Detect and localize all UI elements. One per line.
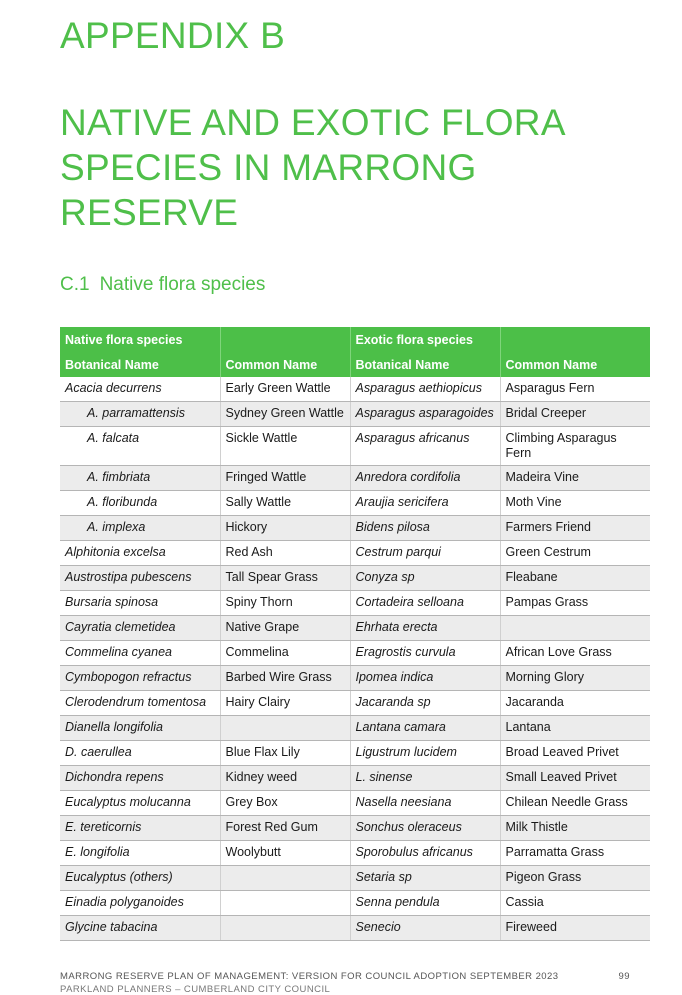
cell-native-common: Commelina [220, 641, 350, 666]
column-header-exotic-botanical: Botanical Name [350, 352, 500, 377]
title-line-3: RESERVE [60, 192, 239, 233]
group-header-native: Native flora species [60, 327, 220, 352]
cell-native-botanical: E. longifolia [60, 841, 220, 866]
cell-exotic-botanical: Araujia sericifera [350, 491, 500, 516]
cell-native-common: Spiny Thorn [220, 591, 350, 616]
cell-native-common: Hairy Clairy [220, 691, 350, 716]
cell-native-botanical: Eucalyptus molucanna [60, 791, 220, 816]
table-row [60, 766, 650, 791]
cell-exotic-common: African Love Grass [500, 641, 650, 666]
page-number: 99 [618, 971, 630, 982]
cell-exotic-common: Broad Leaved Privet [500, 741, 650, 766]
table-row [60, 716, 650, 741]
table-row [60, 516, 650, 541]
section-heading [60, 273, 265, 297]
cell-native-botanical: Alphitonia excelsa [60, 541, 220, 566]
cell-exotic-common: Fleabane [500, 566, 650, 591]
cell-native-common: Tall Spear Grass [220, 566, 350, 591]
cell-exotic-common: Madeira Vine [500, 466, 650, 491]
cell-exotic-common [500, 616, 650, 641]
cell-exotic-botanical: Ligustrum lucidem [350, 741, 500, 766]
cell-exotic-botanical: Bidens pilosa [350, 516, 500, 541]
cell-exotic-common: Cassia [500, 891, 650, 916]
cell-native-botanical: Cymbopogon refractus [60, 666, 220, 691]
cell-native-botanical: D. caerullea [60, 741, 220, 766]
group-header-exotic: Exotic flora species [350, 327, 500, 352]
cell-native-botanical: Einadia polyganoides [60, 891, 220, 916]
flora-species-table [60, 327, 650, 941]
cell-native-botanical: Clerodendrum tomentosa [60, 691, 220, 716]
cell-exotic-common: Asparagus Fern [500, 377, 650, 402]
cell-exotic-common: Bridal Creeper [500, 402, 650, 427]
cell-exotic-common: Moth Vine [500, 491, 650, 516]
cell-native-common: Grey Box [220, 791, 350, 816]
document-title [60, 100, 566, 235]
cell-native-botanical: E. tereticornis [60, 816, 220, 841]
table-row [60, 841, 650, 866]
section-title: Native flora species [99, 274, 266, 295]
cell-exotic-botanical: Anredora cordifolia [350, 466, 500, 491]
table-column-header-row [60, 352, 650, 377]
footer-text: MARRONG RESERVE PLAN OF MANAGEMENT: VERSION FOR COUNCIL ADOPTION SEPTEMBER 2023 [60, 971, 559, 982]
cell-native-common: Early Green Wattle [220, 377, 350, 402]
column-header-native-botanical: Botanical Name [60, 352, 220, 377]
cell-native-common: Sydney Green Wattle [220, 402, 350, 427]
cell-native-botanical: A. fimbriata [60, 466, 220, 491]
column-header-native-common: Common Name [220, 352, 350, 377]
cell-exotic-botanical: Cortadeira selloana [350, 591, 500, 616]
table-row [60, 666, 650, 691]
cell-exotic-botanical: Senecio [350, 916, 500, 941]
cell-native-botanical: A. implexa [60, 516, 220, 541]
cell-native-common [220, 716, 350, 741]
table-row [60, 466, 650, 491]
cell-native-common: Red Ash [220, 541, 350, 566]
cell-exotic-common: Morning Glory [500, 666, 650, 691]
cell-native-botanical: Acacia decurrens [60, 377, 220, 402]
cell-native-common: Forest Red Gum [220, 816, 350, 841]
footer-second-line: PARKLAND PLANNERS – CUMBERLAND CITY COUNCIL [60, 984, 331, 995]
cell-exotic-common: Jacaranda [500, 691, 650, 716]
cell-native-common: Hickory [220, 516, 350, 541]
cell-exotic-botanical: Jacaranda sp [350, 691, 500, 716]
group-header-blank [220, 327, 350, 352]
cell-exotic-botanical: L. sinense [350, 766, 500, 791]
cell-native-common [220, 916, 350, 941]
cell-exotic-botanical: Ipomea indica [350, 666, 500, 691]
table-row [60, 402, 650, 427]
cell-exotic-common: Small Leaved Privet [500, 766, 650, 791]
cell-exotic-botanical: Setaria sp [350, 866, 500, 891]
cell-exotic-common: Lantana [500, 716, 650, 741]
table-row [60, 641, 650, 666]
cell-native-botanical: A. parramattensis [60, 402, 220, 427]
cell-native-botanical: Eucalyptus (others) [60, 866, 220, 891]
cell-exotic-botanical: Conyza sp [350, 566, 500, 591]
cell-native-botanical: A. falcata [60, 427, 220, 466]
cell-exotic-common: Pigeon Grass [500, 866, 650, 891]
cell-exotic-common: Climbing Asparagus Fern [500, 427, 650, 466]
cell-native-common: Sickle Wattle [220, 427, 350, 466]
cell-exotic-botanical: Sporobulus africanus [350, 841, 500, 866]
cell-exotic-botanical: Senna pendula [350, 891, 500, 916]
title-line-1: NATIVE AND EXOTIC FLORA [60, 102, 566, 143]
appendix-heading: APPENDIX B [60, 15, 286, 56]
table-body [60, 377, 650, 941]
table-row [60, 591, 650, 616]
cell-exotic-botanical: Nasella neesiana [350, 791, 500, 816]
table-row [60, 377, 650, 402]
cell-exotic-common: Chilean Needle Grass [500, 791, 650, 816]
cell-native-common: Barbed Wire Grass [220, 666, 350, 691]
cell-native-botanical: Cayratia clemetidea [60, 616, 220, 641]
cell-native-common: Fringed Wattle [220, 466, 350, 491]
cell-exotic-botanical: Asparagus asparagoides [350, 402, 500, 427]
cell-native-common [220, 866, 350, 891]
cell-exotic-common: Green Cestrum [500, 541, 650, 566]
cell-native-botanical: Bursaria spinosa [60, 591, 220, 616]
title-line-2: SPECIES IN MARRONG [60, 147, 477, 188]
cell-exotic-botanical: Asparagus africanus [350, 427, 500, 466]
table-row [60, 427, 650, 466]
cell-exotic-botanical: Eragrostis curvula [350, 641, 500, 666]
table-row [60, 691, 650, 716]
cell-exotic-botanical: Lantana camara [350, 716, 500, 741]
cell-exotic-botanical: Asparagus aethiopicus [350, 377, 500, 402]
table-row [60, 916, 650, 941]
cell-exotic-botanical: Sonchus oleraceus [350, 816, 500, 841]
table-row [60, 541, 650, 566]
table-group-header-row [60, 327, 650, 352]
cell-exotic-botanical: Ehrhata erecta [350, 616, 500, 641]
cell-exotic-common: Farmers Friend [500, 516, 650, 541]
table-row [60, 566, 650, 591]
cell-native-botanical: Commelina cyanea [60, 641, 220, 666]
cell-native-common: Sally Wattle [220, 491, 350, 516]
cell-native-botanical: Glycine tabacina [60, 916, 220, 941]
section-number: C.1 [60, 274, 90, 295]
cell-exotic-botanical: Cestrum parqui [350, 541, 500, 566]
cell-native-botanical: Dichondra repens [60, 766, 220, 791]
table-row [60, 741, 650, 766]
cell-native-common: Native Grape [220, 616, 350, 641]
table-row [60, 891, 650, 916]
table-row [60, 616, 650, 641]
cell-native-common: Woolybutt [220, 841, 350, 866]
table-row [60, 816, 650, 841]
cell-native-common: Kidney weed [220, 766, 350, 791]
page-footer [60, 971, 630, 982]
table-row [60, 491, 650, 516]
column-header-exotic-common: Common Name [500, 352, 650, 377]
cell-native-botanical: A. floribunda [60, 491, 220, 516]
cell-exotic-common: Pampas Grass [500, 591, 650, 616]
cell-exotic-common: Parramatta Grass [500, 841, 650, 866]
cell-native-common [220, 891, 350, 916]
table-row [60, 791, 650, 816]
cell-exotic-common: Fireweed [500, 916, 650, 941]
cell-exotic-common: Milk Thistle [500, 816, 650, 841]
cell-native-botanical: Dianella longifolia [60, 716, 220, 741]
table-row [60, 866, 650, 891]
cell-native-botanical: Austrostipa pubescens [60, 566, 220, 591]
cell-native-common: Blue Flax Lily [220, 741, 350, 766]
group-header-blank [500, 327, 650, 352]
